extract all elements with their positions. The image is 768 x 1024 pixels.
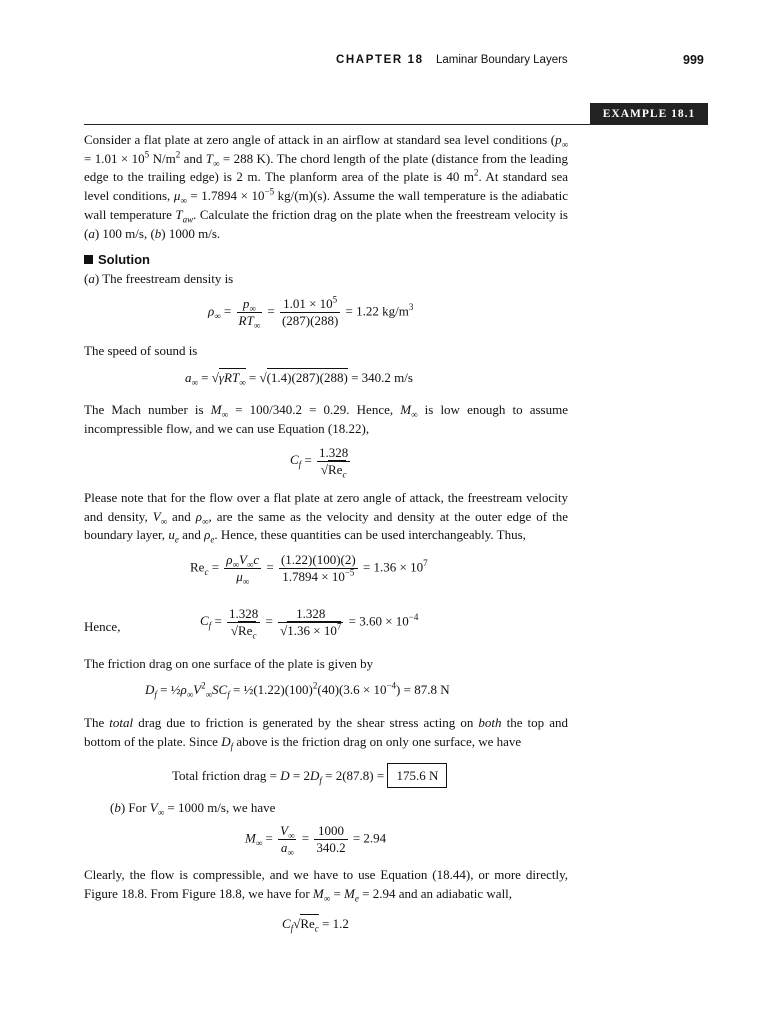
example-label: EXAMPLE 18.1 xyxy=(590,103,708,125)
hence-label: Hence, xyxy=(84,619,121,634)
solution-heading xyxy=(84,252,150,267)
part-b-intro: (b) For $V_\infty = 1000$ m/s, we have xyxy=(110,800,276,818)
mach-b-equation: $M_\infty$ = $\frac{V_\infty}{a_\infty}$ = $\frac{1000}{340.2}$ = 2.94 xyxy=(245,823,387,858)
friction-one-surface-text: The friction drag on one surface of the plate is given by xyxy=(84,656,374,671)
cf-incompressible-equation: $C_f$ = $\frac{1.328}{√Re_c}$ xyxy=(290,445,349,480)
page-number: 999 xyxy=(683,53,704,67)
speed-of-sound-equation: $a_\infty = √\gamma RT_\infty = √(1.4)(287)(288) = 340.2$ m/s xyxy=(185,370,413,388)
friction-drag-value: 87.8 N xyxy=(414,682,450,697)
chapter-title: Laminar Boundary Layers xyxy=(436,54,568,66)
solution-heading-text: Solution xyxy=(98,252,150,267)
cf-value-equation: $C_f$ = $\frac{1.328}{√Re_c}$ = $\frac{1.328}{√1.36 \times 10^7}$ = $3.60 \times 10^{-4}$ xyxy=(200,606,419,641)
total-drag-result: 175.6 N xyxy=(387,763,447,788)
total-drag-paragraph: The total drag due to friction is generated by the shear stress acting on both the top and bottom of the plate. Since $D_f$ above is the friction drag on only one surface, we have xyxy=(84,715,568,752)
example-rule xyxy=(84,124,708,125)
square-bullet-icon xyxy=(84,255,93,264)
cf-final-equation: $C_f√Re_c = 1.2$ xyxy=(282,916,349,934)
density-equation: $\rho_\infty$ = $\frac{p_\infty}{RT_\infty}$ = $\frac{1.01 \times 10^5}{(287)(288)}$ = 1.22 $kg/m^3$ xyxy=(208,294,414,331)
chapter-label: CHAPTER 18 xyxy=(336,54,424,66)
mach-b-value: 2.94 xyxy=(363,830,387,846)
interchangeable-paragraph: Please note that for the flow over a flat plate at zero angle of attack, the freestream velocity and density, $V_\infty$ and $\rho_\infty$, are the same as the velocity and density at the outer edge of the boundary layer, $u_e$ and $\rho_e$. Hence, these quantities can be used interchangeably. Thus, xyxy=(84,490,568,545)
part-a-intro: (a) The freestream density is xyxy=(84,271,234,286)
reynolds-equation: $Re_c$ = $\frac{\rho_\infty V_\infty c}{\mu_\infty}$ = $\frac{(1.22)(100)(2)}{1.7894 \times 10^{-5}}$ = $1.36 \times 10^7$ xyxy=(190,552,428,587)
part-a-intro-text: The freestream density is xyxy=(102,271,234,286)
compressible-paragraph: Clearly, the flow is compressible, and we have to use Equation (18.44), or more directly, Figure 18.8. From Figure 18.8, we have for $M_\infty = M_e = 2.94$ and an adiabatic wall, xyxy=(84,867,568,904)
speed-of-sound-text: The speed of sound is xyxy=(84,343,198,358)
mach-paragraph: The Mach number is $M_\infty = 100/340.2 = 0.29$. Hence, $M_\infty$ is low enough to assume incompressible flow, and we can use Equation (18.22), xyxy=(84,402,568,436)
total-drag-equation: Total friction drag = $D = 2D_f = 2(87.8) = 175.6$ N xyxy=(172,768,447,784)
reynolds-value: 1.36 × 10 xyxy=(373,559,424,575)
friction-drag-equation: $D_f$ = $\frac{1}{2}\rho_\infty V^2_\infty SC_f$ = $\frac{1}{2}(1.22)(100)^2(40)(3.6 \times 10^{-4}) = 87.8$ N xyxy=(145,680,450,700)
cf-value: 3.60 × 10 xyxy=(359,613,409,629)
problem-statement: Consider a flat plate at zero angle of attack in an airflow at standard sea level conditions ($p_\infty = 1.01 \times 10^5$ $N/m^2$ and $T_\infty = 288$ K). The chord length of the plate (distance from the leading edge to the trailing edge) is 2 m. The planform area of the plate is 40 $m^2$. At standard sea level conditions, $\mu_\infty = 1.7894 \times 10^{-5}$ kg/(m)(s). Assume the wall temperature is the adiabatic wall temperature $T_{aw}$. Calculate the friction drag on the plate when the freestream velocity is (a) 100 m/s, (b) 1000 m/s. xyxy=(84,132,569,241)
speed-of-sound-value: 340.2 m/s xyxy=(361,370,413,385)
cf-final-value: = 1.2 xyxy=(322,916,349,931)
density-value: 1.22 kg/m xyxy=(356,303,409,319)
total-drag-label: Total friction drag xyxy=(172,768,267,783)
